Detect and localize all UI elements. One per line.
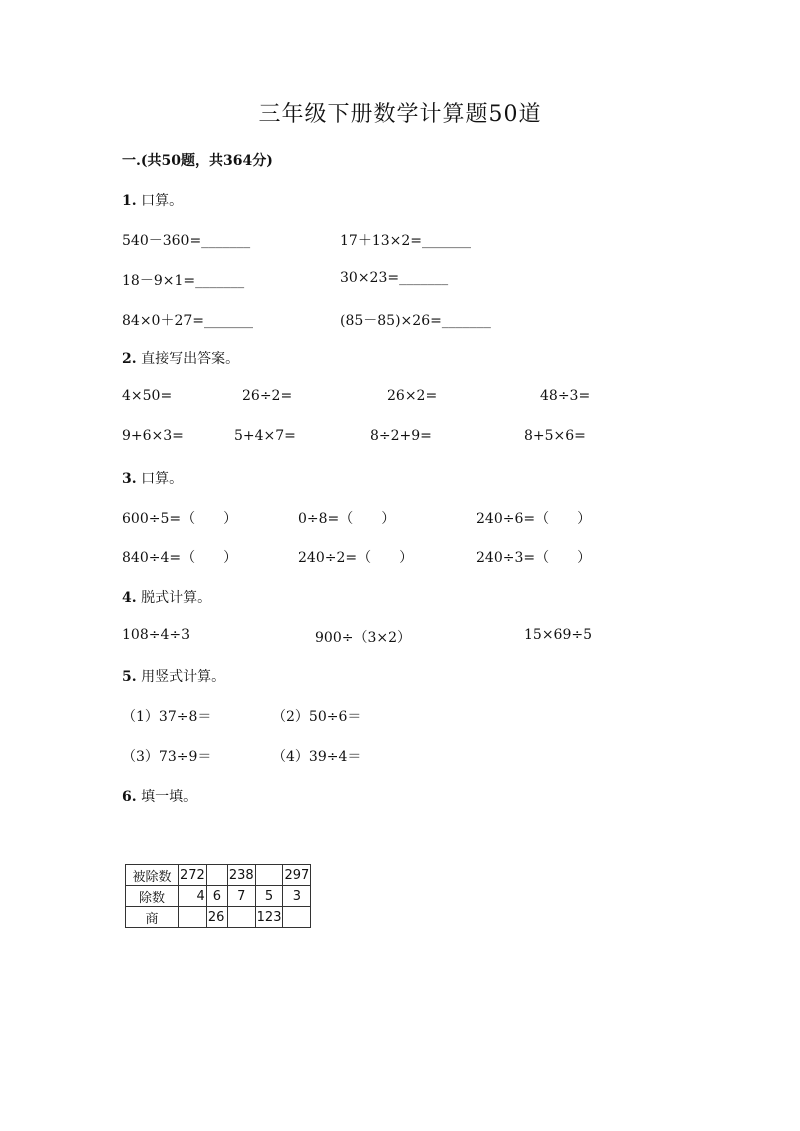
- q3-item-3: 240÷6=（ ）: [476, 511, 592, 527]
- question-text: 口算。: [141, 193, 184, 209]
- question-1-heading: [122, 190, 183, 210]
- table-cell: [227, 907, 255, 928]
- question-5-heading: [122, 666, 225, 686]
- q3-item-4: 840÷4=（ ）: [122, 550, 238, 566]
- q1-item-4: 30×23=_______: [340, 270, 449, 286]
- table-row: [126, 865, 311, 886]
- table-cell: [206, 865, 227, 886]
- q3-item-5: 240÷2=（ ）: [298, 550, 414, 566]
- row-label-dividend: 被除数: [126, 865, 179, 886]
- q3-item-6: 240÷3=（ ）: [476, 550, 592, 566]
- q3-item-1: 600÷5=（ ）: [122, 511, 238, 527]
- question-text: 直接写出答案。: [141, 351, 240, 367]
- question-3-heading: [122, 468, 183, 488]
- row-label-divisor: 除数: [126, 886, 179, 907]
- page-title: 三年级下册数学计算题50道: [258, 102, 542, 127]
- q2-item-8: 8+5×6=: [524, 428, 586, 444]
- table-row: [126, 907, 311, 928]
- question-text: 口算。: [141, 471, 184, 487]
- table-cell: 297: [283, 865, 311, 886]
- q5-item-4: （4）39÷4＝: [272, 749, 362, 765]
- table-cell: 123: [255, 907, 283, 928]
- q2-item-5: 9+6×3=: [122, 428, 184, 444]
- q1-item-3: 18－9×1=_______: [122, 273, 245, 289]
- table-cell: [179, 907, 207, 928]
- q4-item-2: 900÷（3×2）: [315, 630, 411, 646]
- table-row: [126, 886, 311, 907]
- question-6-heading: [122, 786, 197, 806]
- question-text: 用竖式计算。: [141, 669, 226, 685]
- q1-item-1: 540－360=_______: [122, 233, 251, 249]
- q2-item-2: 26÷2=: [242, 388, 293, 404]
- table-cell: 4: [179, 886, 207, 907]
- table-cell: [255, 865, 283, 886]
- table-cell: 272: [179, 865, 207, 886]
- division-fill-table: [125, 864, 311, 928]
- question-text: 填一填。: [141, 789, 198, 805]
- table-cell: 5: [255, 886, 283, 907]
- section-heading: 一.(共50题，共364分): [122, 153, 273, 169]
- table-cell: 3: [283, 886, 311, 907]
- q1-item-6: (85－85)×26=_______: [340, 313, 491, 329]
- q1-item-2: 17＋13×2=_______: [340, 233, 471, 249]
- q2-item-4: 48÷3=: [540, 388, 591, 404]
- q4-item-1: 108÷4÷3: [122, 627, 190, 643]
- q2-item-6: 5+4×7=: [234, 428, 296, 444]
- table-cell: 238: [227, 865, 255, 886]
- q5-item-3: （3）73÷9＝: [122, 749, 212, 765]
- question-number: 5.: [122, 669, 137, 685]
- q1-item-5: 84×0＋27=_______: [122, 313, 253, 329]
- table-cell: 6: [206, 886, 227, 907]
- question-number: 2.: [122, 351, 137, 367]
- q5-item-1: （1）37÷8＝: [122, 709, 212, 725]
- q2-item-3: 26×2=: [387, 388, 438, 404]
- question-4-heading: [122, 587, 211, 607]
- q2-item-7: 8÷2+9=: [370, 428, 432, 444]
- q4-item-3: 15×69÷5: [524, 627, 592, 643]
- q3-item-2: 0÷8=（ ）: [298, 511, 396, 527]
- q5-item-2: （2）50÷6＝: [272, 709, 362, 725]
- question-2-heading: [122, 348, 239, 368]
- row-label-quotient: 商: [126, 907, 179, 928]
- table-cell: [283, 907, 311, 928]
- question-number: 3.: [122, 471, 137, 487]
- table-cell: 26: [206, 907, 227, 928]
- table-cell: 7: [227, 886, 255, 907]
- question-number: 1.: [122, 193, 137, 209]
- question-number: 6.: [122, 789, 137, 805]
- question-number: 4.: [122, 590, 137, 606]
- question-text: 脱式计算。: [141, 590, 212, 606]
- q2-item-1: 4×50=: [122, 388, 173, 404]
